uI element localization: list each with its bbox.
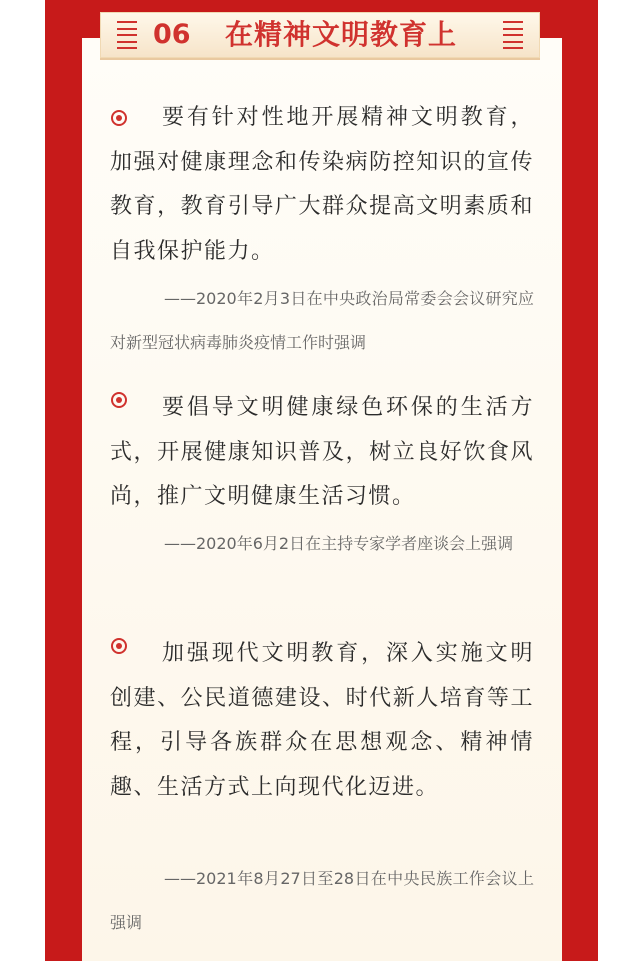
section-number: 06 bbox=[153, 19, 191, 50]
section-title: 在精神文明教育上 bbox=[225, 18, 458, 51]
section-title-banner bbox=[100, 12, 540, 58]
quote-source: ——2020年2月3日在中央政治局常委会会议研究应对新型冠状病毒肺炎疫情工作时强调 bbox=[110, 289, 534, 352]
banner-lines-icon bbox=[117, 21, 137, 49]
quote-source: ——2021年8月27日至28日在中央民族工作会议上强调 bbox=[110, 869, 534, 932]
quote-source: ——2020年6月2日在主持专家学者座谈会上强调 bbox=[164, 534, 514, 553]
quote-text: 加强现代文明教育，深入实施文明创建、公民道德建设、时代新人培育等工程，引导各族群众在思想观念、精神情趣、生活方式上向现代化迈进。 bbox=[110, 641, 534, 800]
banner-lines-icon bbox=[503, 21, 523, 49]
quote-text: 要有针对性地开展精神文明教育，加强对健康理念和传染病防控知识的宣传教育，教育引导广大群众提高文明素质和自我保护能力。 bbox=[110, 105, 534, 264]
quote-text: 要倡导文明健康绿色环保的生活方式，开展健康知识普及，树立良好饮食风尚，推广文明健康生活习惯。 bbox=[110, 395, 534, 509]
